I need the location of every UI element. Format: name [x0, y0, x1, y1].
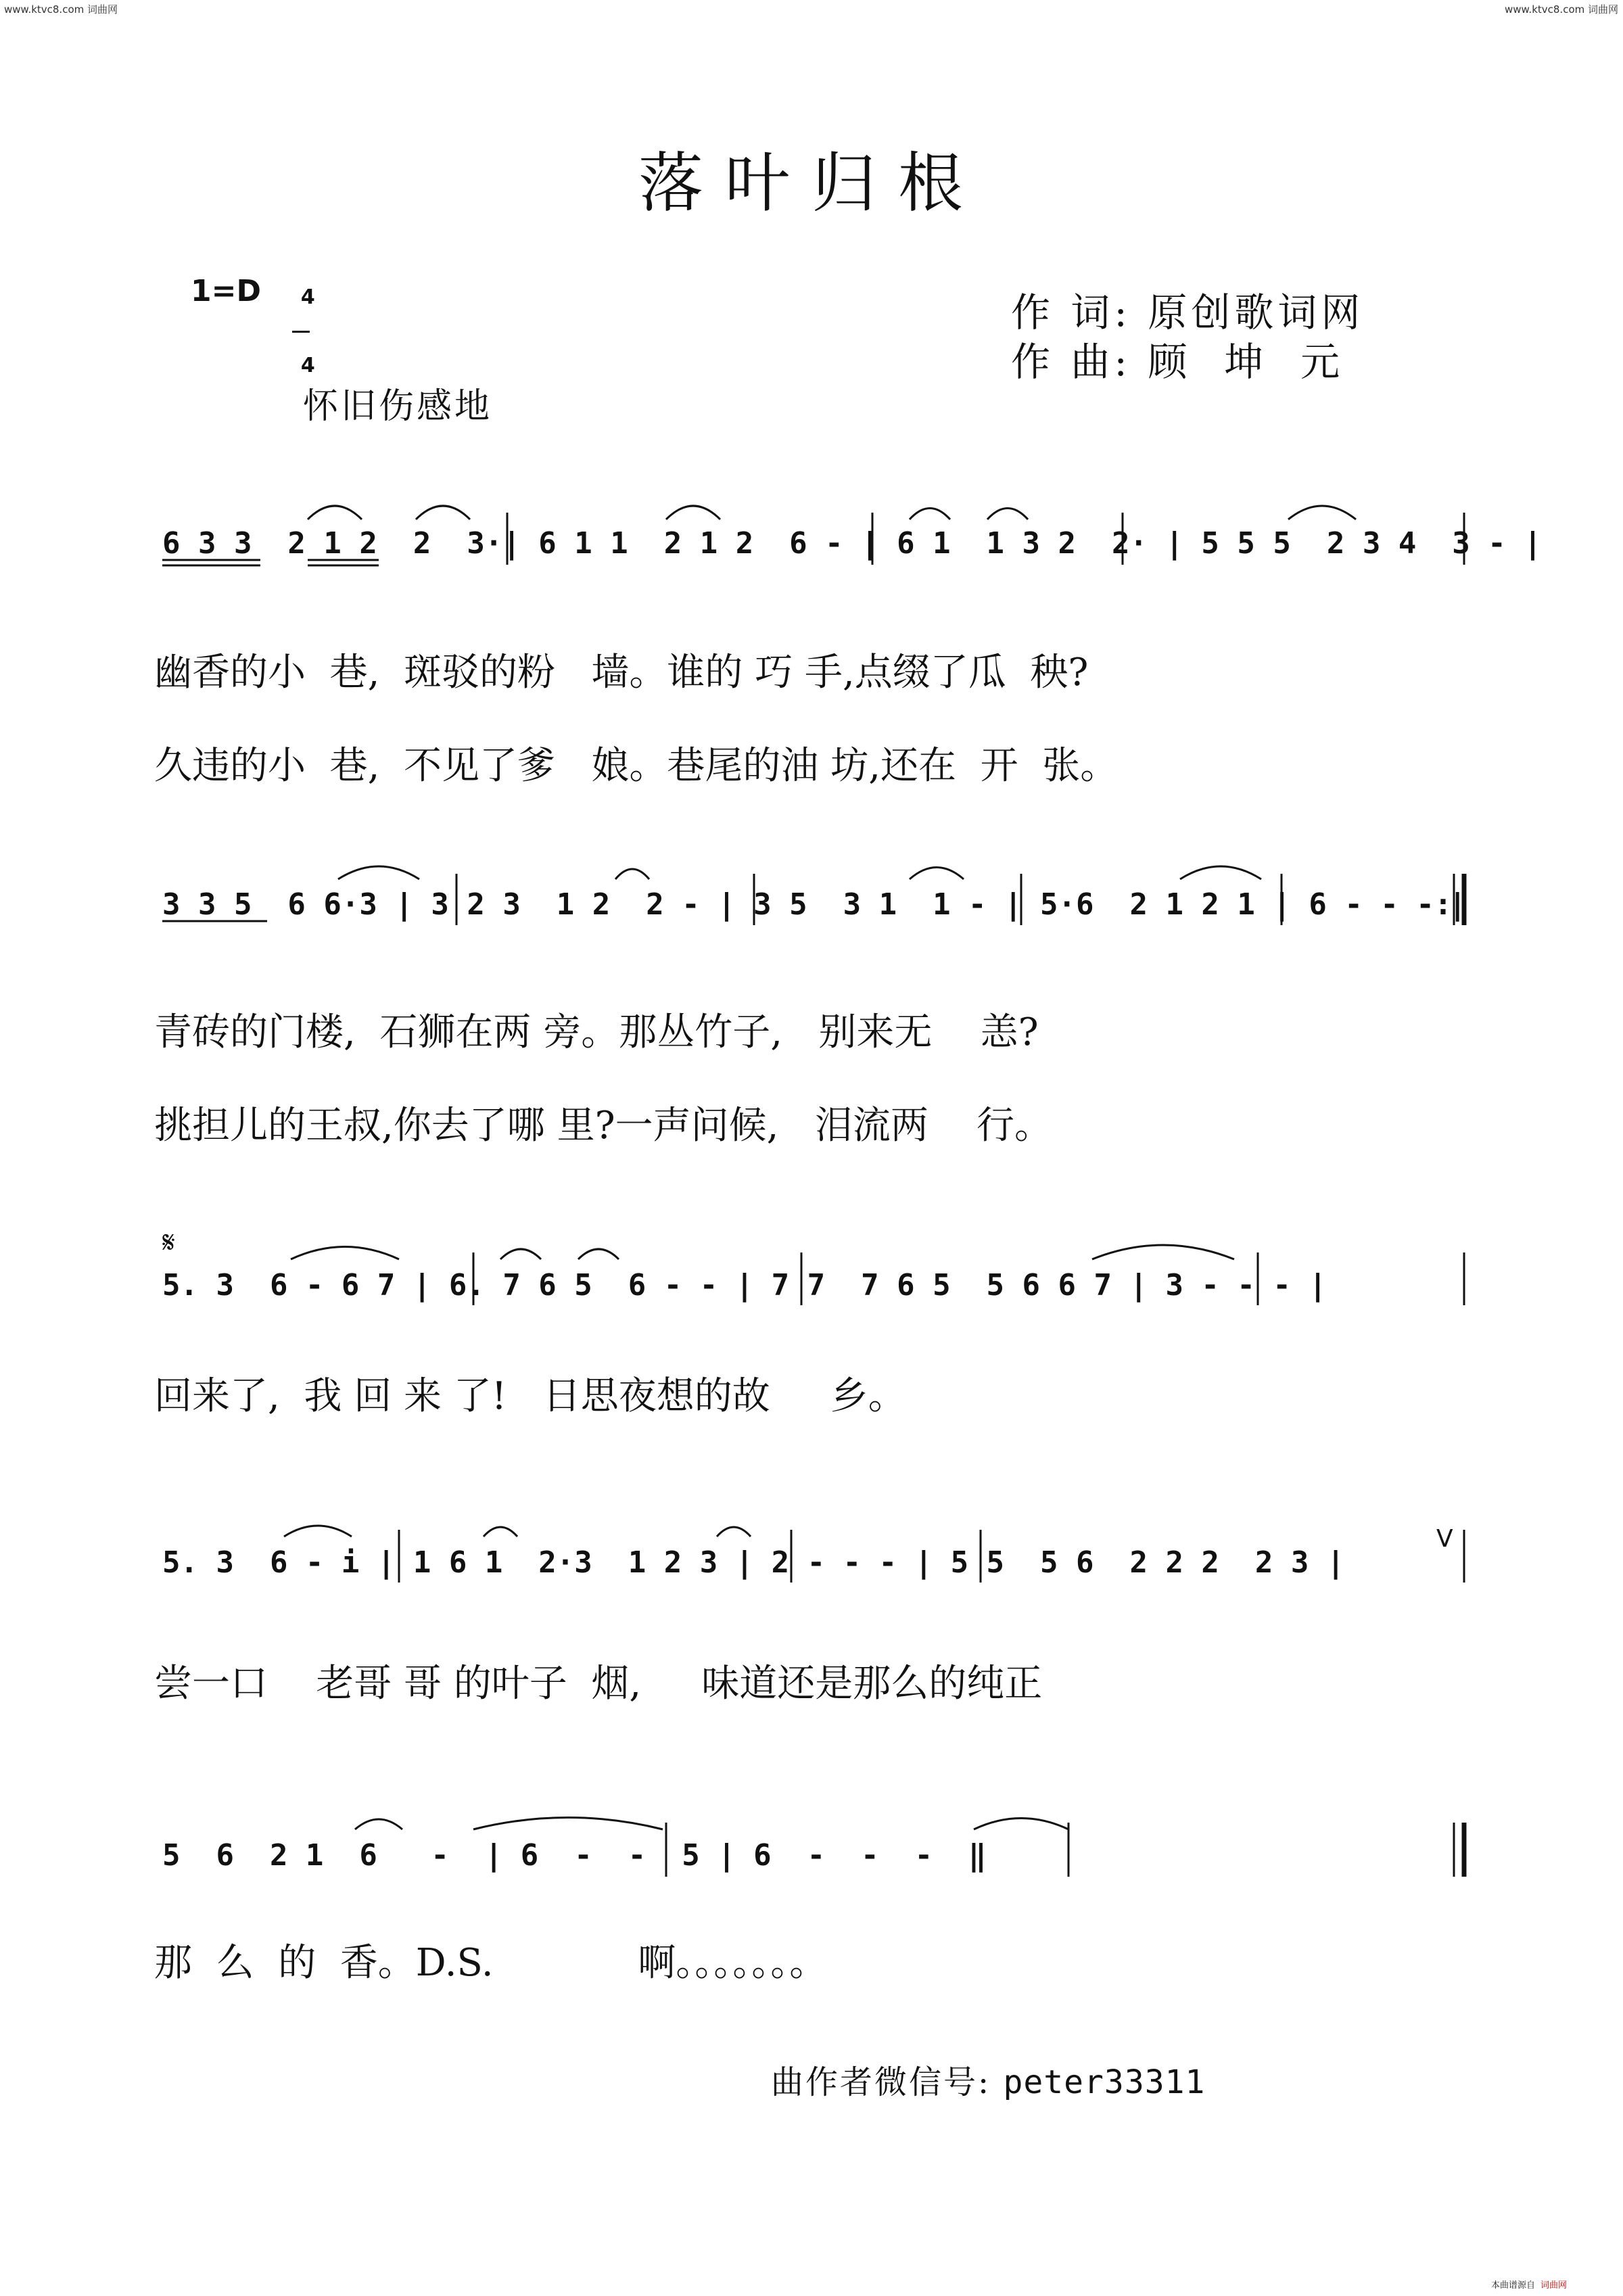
notation-line-5: 5 6 2 1 6 - | 6 - - 5 | 6 - - - ‖ [162, 1838, 987, 1873]
expression-marking: 怀旧伤感地 [303, 386, 493, 427]
breath-mark: V [1436, 1525, 1453, 1553]
key-signature: 1=D [191, 274, 262, 308]
time-signature-bottom: 4 [300, 354, 315, 377]
watermark-left: www.ktvc8.com 词曲网 [4, 3, 118, 16]
lyric-line-4: 尝一口 老哥 哥 的叶子 烟, 味道还是那么的纯正 [154, 1662, 1043, 1706]
notation-line-4: 5. 3 6 - i | 1 6 1 2·3 1 2 3 | 2 - - - | 5 5 5 6 2 2 2 2 3 | [162, 1545, 1345, 1580]
watermark-bottom-text: 本曲谱源自 [1491, 2280, 1536, 2291]
notation-line-3: 5. 3 6 - 6 7 | 6. 7 6 5 6 - - | 7 7 7 6 5 5 6 6 7 | 3 - - - | [162, 1268, 1327, 1303]
lyric-line-1-verse-1: 幽香的小 巷, 斑驳的粉 墙。谁的 巧 手,点缀了瓜 秧? [154, 651, 1089, 695]
notation-line-2: 3 3 5 6 6·3 | 3 2 3 1 2 2 - | 3 5 3 1 1 - | 5·6 2 1 2 1 | 6 - - -:‖ [162, 887, 1470, 922]
lyric-line-1-verse-2: 久违的小 巷, 不见了爹 娘。巷尾的油 坊,还在 开 张。 [154, 744, 1119, 788]
lyric-line-2-verse-1: 青砖的门楼, 石狮在两 旁。那丛竹子, 别来无 恙? [154, 1010, 1039, 1054]
contact-wechat-id: peter33311 [1003, 2063, 1206, 2101]
lyric-line-2-verse-2: 挑担儿的王叔,你去了哪 里?一声问候, 泪流两 行。 [154, 1104, 1053, 1148]
notation-line-1: 6 3 3 2 1 2 2 3·| 6 1 1 2 1 2 6 - | 6 1 1 3 2 2· | 5 5 5 2 3 4 3 - | [162, 526, 1542, 561]
lyric-line-3: 回来了, 我 回 来 了! 日思夜想的故 乡。 [154, 1374, 906, 1418]
watermark-bottom-brand: 词曲网 [1540, 2280, 1568, 2291]
watermark-right: www.ktvc8.com 词曲网 [1505, 3, 1619, 16]
composer-credit: 作 曲: 顾 坤 元 [1011, 339, 1344, 385]
lyric-line-5: 那 么 的 香。D.S. 啊。。。。。。。 [154, 1941, 828, 1985]
lyricist-credit: 作 词: 原创歌词网 [1011, 289, 1365, 335]
time-signature-top: 4 [300, 285, 315, 309]
segno-sign: 𝄋 [162, 1225, 175, 1260]
song-title: 落叶归根 [638, 145, 985, 221]
contact-label: 曲作者微信号: [771, 2063, 1004, 2101]
